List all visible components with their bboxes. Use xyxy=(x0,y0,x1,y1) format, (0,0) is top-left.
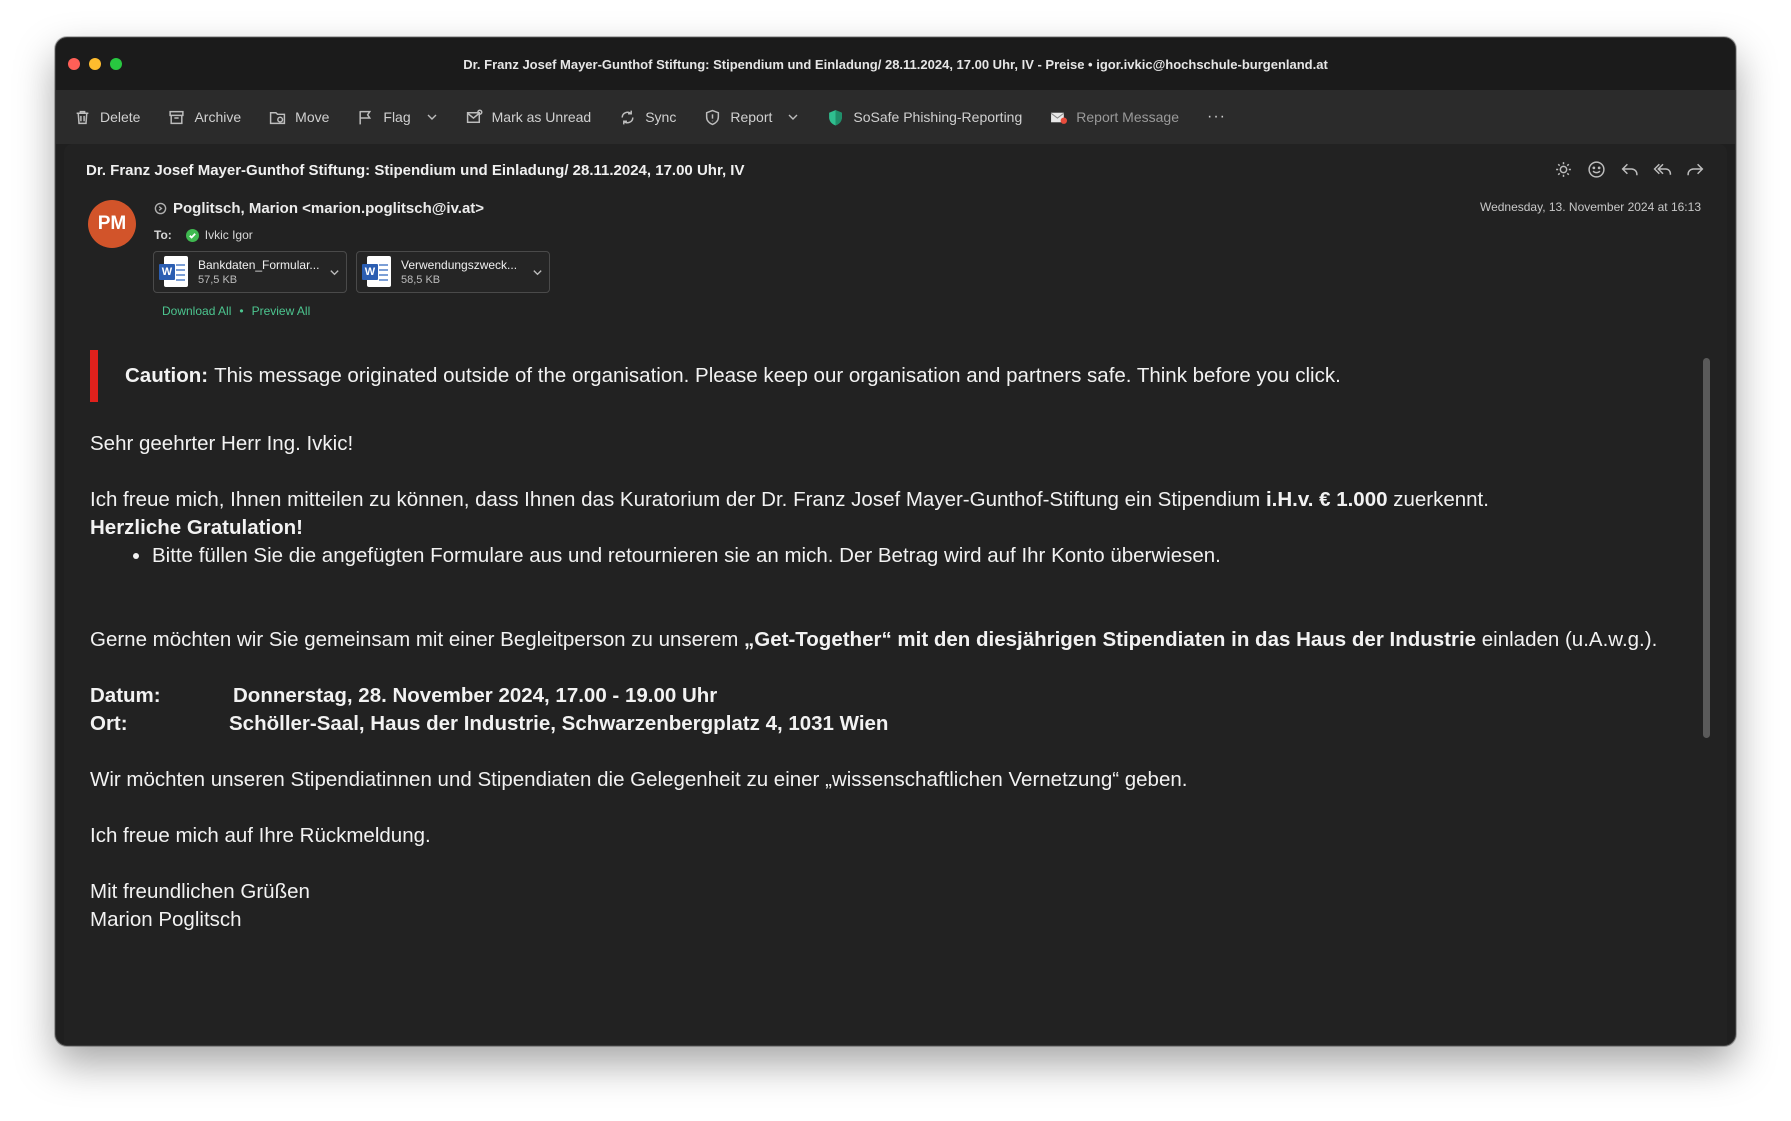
sosafe-shield-icon xyxy=(827,109,844,126)
flag-icon xyxy=(357,109,374,126)
sosafe-label: SoSafe Phishing-Reporting xyxy=(853,109,1023,125)
caution-label: Caution: xyxy=(125,364,209,387)
window-title: Dr. Franz Josef Mayer-Gunthof Stiftung: Stipendium und Einladung/ 28.11.2024, 17.00 Uhr, IV - Preise • igor.ivkic@hochschule-burgenland.at xyxy=(463,56,1328,72)
to-label: To: xyxy=(154,228,172,242)
external-caution-banner xyxy=(90,350,1690,402)
event-date: Datum: Donnerstag, 28. November 2024, 17.00 - 19.00 Uhr xyxy=(90,684,718,707)
attachment-name: Bankdaten_Formular... xyxy=(198,258,320,272)
attachment-links xyxy=(162,304,310,318)
message-body xyxy=(90,350,1690,934)
congratulation: Herzliche Gratulation! xyxy=(90,516,304,539)
attachments xyxy=(153,251,550,293)
sosafe-phishing-reporting-button[interactable] xyxy=(827,109,1022,126)
reply-all-icon[interactable] xyxy=(1653,160,1672,179)
reply-icon[interactable] xyxy=(1620,160,1639,179)
minimize-window-button[interactable] xyxy=(89,58,101,70)
sender-name: Poglitsch, Marion <marion.poglitsch@iv.at> xyxy=(173,200,485,217)
flag-button[interactable] xyxy=(357,109,437,126)
envelope-unread-icon xyxy=(466,109,483,126)
message-actions xyxy=(1554,160,1705,179)
recipients xyxy=(154,228,253,242)
attachment-size: 58,5 KB xyxy=(401,274,441,286)
mail-window xyxy=(55,37,1736,1046)
delete-button[interactable] xyxy=(74,109,140,126)
archive-button[interactable] xyxy=(168,109,241,126)
move-label: Move xyxy=(295,109,330,125)
expand-sender-icon[interactable] xyxy=(154,202,167,215)
zoom-window-button[interactable] xyxy=(110,58,122,70)
caution-text: This message originated outside of the organisation. Please keep our organisation and partners safe. Think before you click. xyxy=(214,364,1341,387)
chevron-down-icon[interactable] xyxy=(329,267,340,278)
attachment-name: Verwendungszweck... xyxy=(401,258,518,272)
more-icon: ··· xyxy=(1206,108,1226,125)
trash-icon xyxy=(74,109,91,126)
word-document-icon: W xyxy=(159,256,189,288)
delete-label: Delete xyxy=(100,109,141,125)
chevron-down-icon[interactable] xyxy=(426,111,438,123)
report-label: Report xyxy=(730,109,773,125)
link-separator: • xyxy=(239,304,244,318)
message-subject: Dr. Franz Josef Mayer-Gunthof Stiftung: Stipendium und Einladung/ 28.11.2024, 17.00 Uhr, IV xyxy=(86,162,745,179)
mark-unread-label: Mark as Unread xyxy=(491,109,592,125)
forward-icon[interactable] xyxy=(1686,160,1705,179)
report-message-icon xyxy=(1050,109,1067,126)
closing: Mit freundlichen Grüßen xyxy=(90,880,310,903)
report-message-button[interactable] xyxy=(1050,109,1179,126)
window-controls xyxy=(68,58,122,70)
report-message-label: Report Message xyxy=(1076,109,1179,125)
sync-label: Sync xyxy=(645,109,677,125)
event-location: Ort: Schöller-Saal, Haus der Industrie, Schwarzenbergplatz 4, 1031 Wien xyxy=(90,712,889,735)
avatar[interactable]: PM xyxy=(88,200,136,248)
folder-move-icon xyxy=(269,109,286,126)
greeting: Sehr geehrter Herr Ing. Ivkic! xyxy=(90,432,354,455)
archive-label: Archive xyxy=(194,109,242,125)
toolbar xyxy=(56,90,1735,144)
reading-pane xyxy=(64,144,1727,1045)
archive-icon xyxy=(168,109,185,126)
list-item: • Bitte füllen Sie die angefügten Formulare aus und retournieren sie an mich. Der Betrag wird auf Ihr Konto überwiesen. xyxy=(152,542,1690,570)
more-actions-button[interactable] xyxy=(1207,108,1226,126)
paragraph-reply: Ich freue mich auf Ihre Rückmeldung. xyxy=(90,824,431,847)
recipient-name[interactable]: Ivkic Igor xyxy=(204,228,253,242)
sender[interactable] xyxy=(154,200,484,217)
scrollbar[interactable] xyxy=(1701,358,1711,1045)
attachment-size: 57,5 KB xyxy=(198,274,238,286)
instruction-list xyxy=(152,542,1690,570)
sync-icon xyxy=(619,109,636,126)
word-document-icon: W xyxy=(362,256,392,288)
message-datetime: Wednesday, 13. November 2024 at 16:13 xyxy=(1479,200,1701,214)
paragraph-networking: Wir möchten unseren Stipendiatinnen und Stipendiaten die Gelegenheit zu einer „wissenschaftlichen Vernetzung“ geben. xyxy=(90,768,1188,791)
caution-bar xyxy=(90,350,98,402)
attachment-item[interactable] xyxy=(356,251,550,293)
report-button[interactable] xyxy=(704,109,799,126)
shield-icon xyxy=(704,109,721,126)
signature: Marion Poglitsch xyxy=(90,908,242,931)
chevron-down-icon[interactable] xyxy=(787,111,799,123)
chevron-down-icon[interactable] xyxy=(532,267,543,278)
emoji-reaction-icon[interactable] xyxy=(1587,160,1606,179)
verified-check-icon xyxy=(186,229,199,242)
sync-button[interactable] xyxy=(619,109,676,126)
paragraph-invitation: Gerne möchten wir Sie gemeinsam mit einer Begleitperson zu unserem „Get-Together“ mit den diesjährigen Stipendiaten in das Haus der Industrie einladen (u.A.w.g.). xyxy=(90,628,1658,651)
scrollbar-thumb[interactable] xyxy=(1703,358,1710,738)
brightness-icon[interactable] xyxy=(1554,160,1573,179)
flag-label: Flag xyxy=(383,109,411,125)
mark-unread-button[interactable] xyxy=(466,109,592,126)
title-bar xyxy=(56,38,1735,90)
paragraph-stipend: Ich freue mich, Ihnen mitteilen zu können, dass Ihnen das Kuratorium der Dr. Franz Josef Mayer-Gunthof-Stiftung ein Stipendium i.H.v. € 1.000 zuerkennt. xyxy=(90,488,1489,511)
download-all-link[interactable]: Download All xyxy=(162,304,232,318)
close-window-button[interactable] xyxy=(68,58,80,70)
preview-all-link[interactable]: Preview All xyxy=(251,304,311,318)
move-button[interactable] xyxy=(269,109,329,126)
attachment-item[interactable] xyxy=(153,251,347,293)
